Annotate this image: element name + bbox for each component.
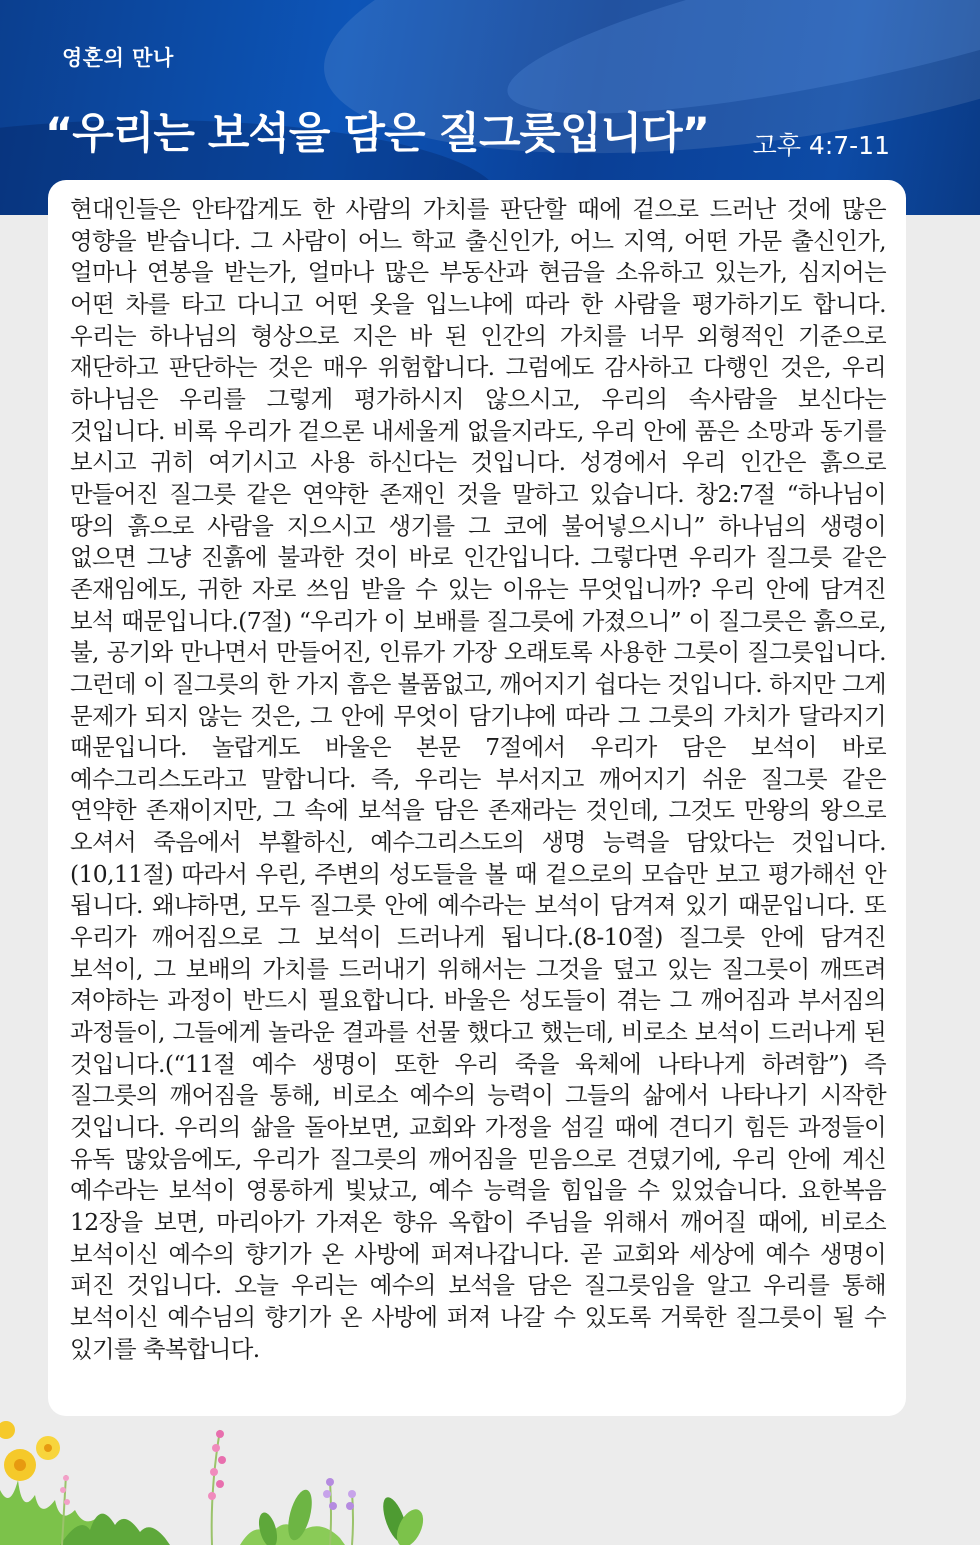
section-label: 영혼의 만나 bbox=[62, 46, 174, 70]
page-title: “우리는 보석을 담은 질그릇입니다” bbox=[45, 109, 709, 159]
flowers-illustration-icon bbox=[0, 1420, 980, 1545]
sermon-body-text: 현대인들은 안타깝게도 한 사람의 가치를 판단할 때에 겉으로 드러난 것에 많은 영향을 받습니다. 그 사람이 어느 학교 출신인가, 어느 지역, 어떤 가문 출신인가, 얼마나 연봉을 받는가, 얼마나 많은 부동산과 현금을 소유하고 있는가, 심지어는 어떤 차를 타고 다니고 어떤 옷을 입느냐에 따라 한 사람을 평가하기도 합니다. 우리는 하나님의 형상으로 지은 바 된 인간의 가치를 너무 외형적인 기준으로 재단하고 판단하는 것은 매우 위험합니다. 그럼에도 감사하고 다행인 것은, 우리 하나님은 우리를 그렇게 평가하시지 않으시고, 우리의 속사람을 보신다는 것입니다. 비록 우리가 겉으론 내세울게 없을지라도, 우리 안에 품은 소망과 동기를 보시고 귀히 여기시고 사용 하신다는 것입니다. 성경에서 우리 인간은 흙으로 만들어진 질그릇 같은 연약한 존재인 것을 말하고 있습니다. 창2:7절 “하나님이 땅의 흙으로 사람을 지으시고 생기를 그 코에 불어넣으시니” 하나님의 생령이 없으면 그냥 진흙에 불과한 것이 바로 인간입니다. 그렇다면 우리가 질그릇 같은 존재임에도, 귀한 자로 쓰임 받을 수 있는 이유는 무엇입니까? 우리 안에 담겨진 보석 때문입니다.(7절) “우리가 이 보배를 질그릇에 가졌으니” 이 질그릇은 흙으로, 불, 공기와 만나면서 만들어진, 인류가 가장 오래토록 사용한 그릇이 질그릇입니다. 그런데 이 질그릇의 한 가지 흠은 볼품없고, 깨어지기 쉽다는 것입니다. 하지만 그게 문제가 되지 않는 것은, 그 안에 무엇이 담기냐에 따라 그 그릇의 가치가 달라지기 때문입니다. 놀랍게도 바울은 본문 7절에서 우리가 담은 보석이 바로 예수그리스도라고 말합니다. 즉, 우리는 부서지고 깨어지기 쉬운 질그릇 같은 연약한 존재이지만, 그 속에 보석을 담은 존재라는 것인데, 그것도 만왕의 왕으로 오셔서 죽음에서 부활하신, 예수그리스도의 생명 능력을 담았다는 것입니다.(10,11절) 따라서 우린, 주변의 성도들을 볼 때 겉으로의 모습만 보고 평가해선 안 됩니다. 왜냐하면, 모두 질그릇 안에 예수라는 보석이 담겨져 있기 때문입니다. 또 우리가 깨어짐으로 그 보석이 드러나게 됩니다.(8-10절) 질그릇 안에 담겨진 보석이, 그 보배의 가치를 드러내기 위해서는 그것을 덮고 있는 질그릇이 깨뜨려 져야하는 과정이 반드시 필요합니다. 바울은 성도들이 겪는 그 깨어짐과 부서짐의 과정들이, 그들에게 놀라운 결과를 선물 했다고 했는데, 비로소 보석이 드러나게 된 것입니다.(“11절 예수 생명이 또한 우리 죽을 육체에 나타나게 하려함”) 즉 질그릇의 깨어짐을 통해, 비로소 예수의 능력이 그들의 삶에서 나타나기 시작한 것입니다. 우리의 삶을 돌아보면, 교회와 가정을 섬길 때에 견디기 힘든 과정들이 유독 많았음에도, 우리가 질그릇의 깨어짐을 믿음으로 견뎠기에, 우리 안에 계신 예수라는 보석이 영롱하게 빛났고, 예수 능력을 힘입을 수 있었습니다. 요한복음 12장을 보면, 마리아가 가져온 향유 옥합이 주님을 위해서 깨어질 때에, 비로소 보석이신 예수의 향기가 온 사방에 퍼져나갑니다. 곧 교회와 세상에 예수 생명이 퍼진 것입니다. 오늘 우리는 예수의 보석을 담은 질그릇임을 알고 우리를 통해 보석이신 예수님의 향기가 온 사방에 퍼져 나갈 수 있도록 거룩한 질그릇이 될 수 있기를 축복합니다. bbox=[70, 195, 886, 1363]
scripture-reference: 고후 4:7-11 bbox=[752, 131, 890, 160]
